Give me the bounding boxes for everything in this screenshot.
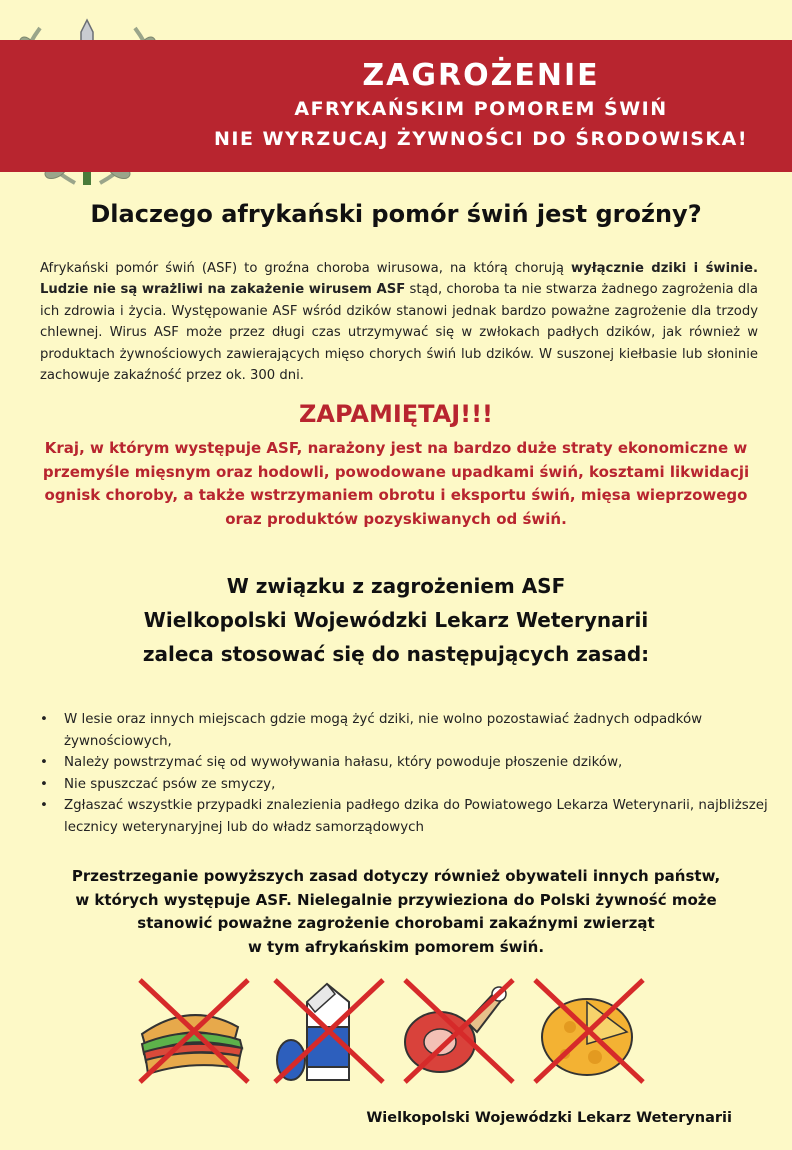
banner-title: ZAGROŻENIE [362,58,600,93]
notice-text [30,865,762,959]
rule-item: • W lesie oraz innych miejscach gdzie mogą żyć dziki, nie wolno pozostawiać żadnych odpadków żywnościowych, [40,709,770,752]
notice-line-3: stanowić poważne zagrożenie chorobami zakaźnymi zwierząt [137,914,655,932]
notice-line-2: w których występuje ASF. Nielegalnie przywieziona do Polski żywność może [75,890,717,909]
banner-subtitle: AFRYKAŃSKIM POMOREM ŚWIŃ [294,98,668,120]
banner-warning: NIE WYRZUCAJ ŻYWNOŚCI DO ŚRODOWISKA! [213,128,749,150]
intro-paragraph [40,258,758,386]
recommend-line-1: W związku z zagrożeniem ASF [226,574,566,598]
intro-text-2: stąd, choroba ta nie stwarza żadnego zagrożenia dla ich zdrowia i życia. Występowanie ASF wśród dzików stanowi jednak bardzo poważne zagrożenie dla trzody chlewnej. Wirus ASF może przez długi czas utrzymywać się w zwłokach padłych dzików, jak również w produktach żywnościowych zawierających mięso chorych świń lub dzików. W suszonej kiełbasie lub słoninie zachowuje zakaźność przez ok. 300 dni. [40,282,758,384]
rule-item: • Nie spuszczać psów ze smyczy, [40,774,770,796]
recommend-line-3: zaleca stosować się do następujących zasad: [142,642,650,666]
milk-carton-icon [265,972,390,1087]
remember-heading: ZAPAMIĘTAJ!!! [299,400,493,428]
rules-list [40,709,770,839]
question-heading: Dlaczego afrykański pomór świń jest groźny? [90,200,702,228]
notice-line-1: Przestrzeganie powyższych zasad dotyczy również obywateli innych państw, [71,867,721,885]
remember-text: Kraj, w którym występuje ASF, narażony jest na bardzo duże straty ekonomiczne w przemyśle mięsnym oraz hodowli, powodowane upadkami świń, kosztami likwidacji ognisk choroby, a także wstrzymaniem obrotu i eksportu świń, mięsa wieprzowego oraz produktów pozyskiwanych od świń. [42,439,750,528]
recommend-heading [0,569,792,671]
notice-line-4: w tym afrykańskim pomorem świń. [247,937,545,956]
rule-item: • Należy powstrzymać się od wywoływania hałasu, który powoduje płoszenie dzików, [40,752,770,774]
ham-icon [395,972,520,1087]
intro-bold-text: wyłącznie dziki i świnie. Ludzie nie są wrażliwi na zakażenie wirusem ASF [40,261,758,298]
recommend-line-2: Wielkopolski Wojewódzki Lekarz Weterynarii [143,608,649,632]
banner-text [170,40,792,172]
intro-text-1: Afrykański pomór świń (ASF) to groźna choroba wirusowa, na którą chorują [40,261,571,276]
rule-item: • Zgłaszać wszystkie przypadki znalezienia padłego dzika do Powiatowego Lekarza Weterynarii, najbliższej lecznicy weterynaryjnej lub do władz samorządowych [40,795,770,838]
signature: Wielkopolski Wojewódzki Lekarz Weterynarii [366,1110,732,1126]
sandwich-icon [130,972,255,1087]
forbidden-food-icons [130,972,650,1087]
cheese-icon [525,972,650,1087]
